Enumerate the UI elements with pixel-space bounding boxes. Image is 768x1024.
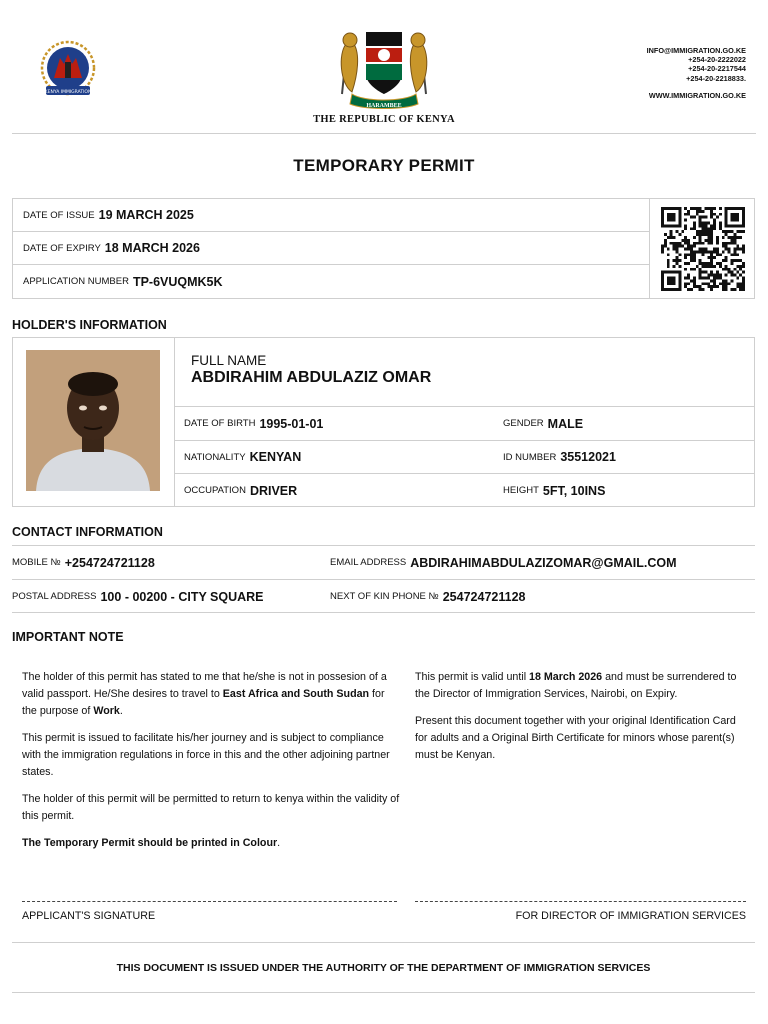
note-purpose: Work: [93, 705, 120, 717]
person-silhouette-icon: [26, 350, 160, 491]
note-paragraph-travel: [22, 669, 402, 720]
document-title: TEMPORARY PERMIT: [293, 156, 475, 175]
application-number-label: APPLICATION NUMBER: [23, 276, 129, 287]
coat-motto: HARAMBEE: [366, 103, 402, 109]
kin-phone-value: 254724721128: [442, 589, 526, 604]
height-value: 5FT, 10INS: [542, 483, 606, 498]
website-link[interactable]: WWW.IMMIGRATION.GO.KE: [648, 90, 746, 100]
note-print-instruction: The Temporary Permit should be printed in Colour: [22, 837, 278, 849]
note-paragraph-validity: [415, 669, 750, 703]
dob-field: [184, 407, 323, 440]
postal-field: [12, 580, 264, 613]
document-header: [12, 0, 756, 134]
occupation-label: OCCUPATION: [184, 485, 246, 496]
applicant-signature-label: APPLICANT'S SIGNATURE: [22, 910, 156, 922]
holder-fields: [174, 338, 754, 506]
nationality-value: KENYAN: [249, 450, 302, 464]
mobile-field: [12, 546, 155, 579]
full-name-block: [175, 338, 754, 407]
full-name-label: FULL NAME: [191, 353, 267, 368]
kenya-coat-of-arms: [330, 14, 438, 112]
holder-photo: [26, 350, 160, 491]
gender-value: MALE: [547, 416, 584, 431]
contact-email[interactable]: INFO@IMMIGRATION.GO.KE: [646, 46, 746, 55]
expiry-date-label: DATE OF EXPIRY: [23, 242, 101, 254]
contact-row-mobile-email: [12, 545, 755, 579]
holder-heading: HOLDER'S INFORMATION: [12, 318, 167, 332]
director-signature-label: FOR DIRECTOR OF IMMIGRATION SERVICES: [515, 910, 746, 922]
contact-phone-2: +254-20-2217544: [688, 64, 746, 74]
application-number-value: TP-6VUQMK5K: [132, 274, 223, 289]
contact-row-postal-kin: [12, 579, 755, 613]
holder-info: [12, 337, 755, 507]
note-text: .: [277, 837, 281, 849]
gender-label: GENDER: [503, 418, 544, 429]
note-text: The holder of this permit has stated to me that he/she is not in possesion of a valid passport. He/She desires to travel to: [22, 671, 387, 700]
logo-ribbon-text: KENYA IMMIGRATION: [44, 90, 92, 95]
authority-footer: THIS DOCUMENT IS ISSUED UNDER THE AUTHORITY OF THE DEPARTMENT OF IMMIGRATION SERVICES: [12, 942, 755, 993]
occupation-field: [184, 474, 297, 507]
note-text: .: [119, 705, 123, 717]
contact-heading: CONTACT INFORMATION: [12, 525, 163, 539]
holder-row-occupation-height: [175, 474, 754, 508]
note-left-column: [22, 669, 402, 862]
nationality-field: [184, 441, 301, 474]
postal-value: 100 - 00200 - CITY SQUARE: [100, 589, 264, 604]
director-signature-line: [415, 901, 746, 902]
holder-row-dob-gender: [175, 407, 754, 441]
note-right-column: [415, 669, 750, 774]
note-destination: East Africa and South Sudan: [222, 688, 370, 700]
note-paragraph-regulations: This permit is issued to facilitate his/her journey and is subject to compliance with the immigration regulations in force in this and the other adjoining partner states.: [22, 732, 390, 778]
expiry-date-row: [13, 232, 649, 265]
height-label: HEIGHT: [503, 485, 539, 496]
note-paragraph-documents: Present this document together with your original Identification Card for adults and a Original Birth Certificate for minors whose parent(s) must be Kenyan.: [415, 715, 736, 761]
id-number-value: 35512021: [560, 450, 616, 464]
id-number-label: ID NUMBER: [503, 451, 557, 463]
postal-label: POSTAL ADDRESS: [12, 591, 97, 602]
full-name-value: ABDIRAHIM ABDULAZIZ OMAR: [191, 369, 432, 386]
issue-date-value: 19 MARCH 2025: [98, 208, 194, 222]
id-number-field: [503, 441, 616, 474]
immigration-department-logo: [32, 38, 104, 102]
email-field: [330, 546, 677, 579]
contact-phone-1: +254-20-2222022: [688, 55, 746, 65]
height-field: [503, 474, 605, 507]
contact-details: [647, 46, 746, 100]
mobile-value: +254724721128: [64, 555, 155, 570]
nationality-label: NATIONALITY: [184, 451, 246, 463]
contact-phone-3: +254-20-2218833.: [686, 73, 746, 83]
application-number-row: [13, 265, 649, 298]
permit-details: [12, 198, 755, 299]
holder-row-nationality-id: [175, 441, 754, 475]
issue-date-row: [13, 199, 649, 232]
email-value: ABDIRAHIMABDULAZIZOMAR@GMAIL.COM: [410, 555, 677, 570]
important-note-heading: IMPORTANT NOTE: [12, 630, 124, 644]
note-text: for the purpose of: [22, 688, 385, 717]
qr-code: [661, 207, 745, 291]
kin-phone-field: [330, 580, 525, 613]
email-label: EMAIL ADDRESS: [330, 557, 407, 568]
mobile-label: MOBILE №: [12, 557, 61, 568]
note-paragraph-print: [22, 835, 402, 852]
occupation-value: DRIVER: [249, 483, 298, 498]
dob-value: 1995-01-01: [259, 416, 324, 431]
note-valid-until: 18 March 2026: [529, 671, 603, 683]
kin-phone-label: NEXT OF KIN PHONE №: [330, 591, 439, 602]
note-text: This permit is valid until: [415, 671, 530, 683]
dob-label: DATE OF BIRTH: [184, 418, 256, 429]
note-text: and must be surrendered to the Director of Immigration Services, Nairobi, on Expiry.: [415, 671, 737, 700]
permit-rows: [13, 199, 650, 298]
issue-date-label: DATE OF ISSUE: [23, 209, 95, 221]
republic-title: THE REPUBLIC OF KENYA: [313, 114, 455, 125]
gender-field: [503, 407, 583, 440]
expiry-date-value: 18 MARCH 2026: [104, 241, 200, 255]
applicant-signature-line: [22, 901, 397, 902]
note-paragraph-return: The holder of this permit will be permitted to return to kenya within the validity of this permit.: [22, 793, 400, 822]
